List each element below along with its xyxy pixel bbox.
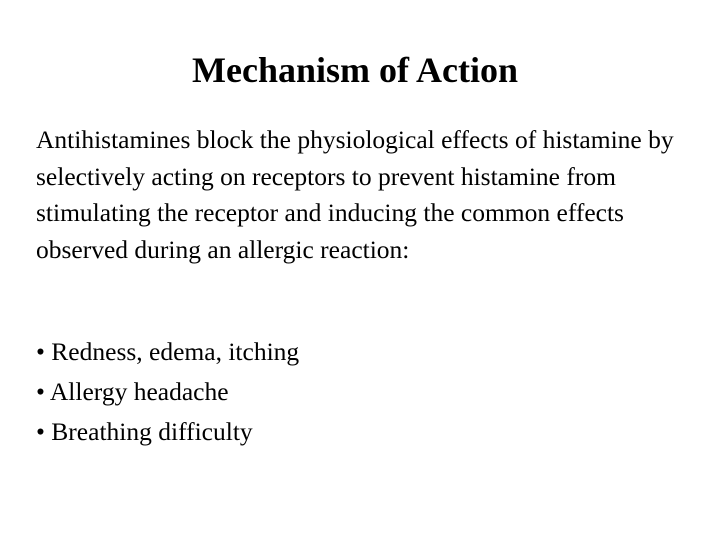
bullet-item: • Allergy headache bbox=[36, 377, 229, 406]
bullet-list bbox=[36, 332, 686, 452]
bullet-item: • Redness, edema, itching bbox=[36, 337, 300, 366]
bullet-item: • Breathing difficulty bbox=[36, 417, 253, 446]
body-paragraph: Antihistamines block the physiological effects of histamine by selectively acting on receptors to prevent histamine from stimulating the receptor and inducing the common effects observed during an allergic reaction: bbox=[36, 125, 674, 264]
slide-title: Mechanism of Action bbox=[192, 50, 518, 90]
